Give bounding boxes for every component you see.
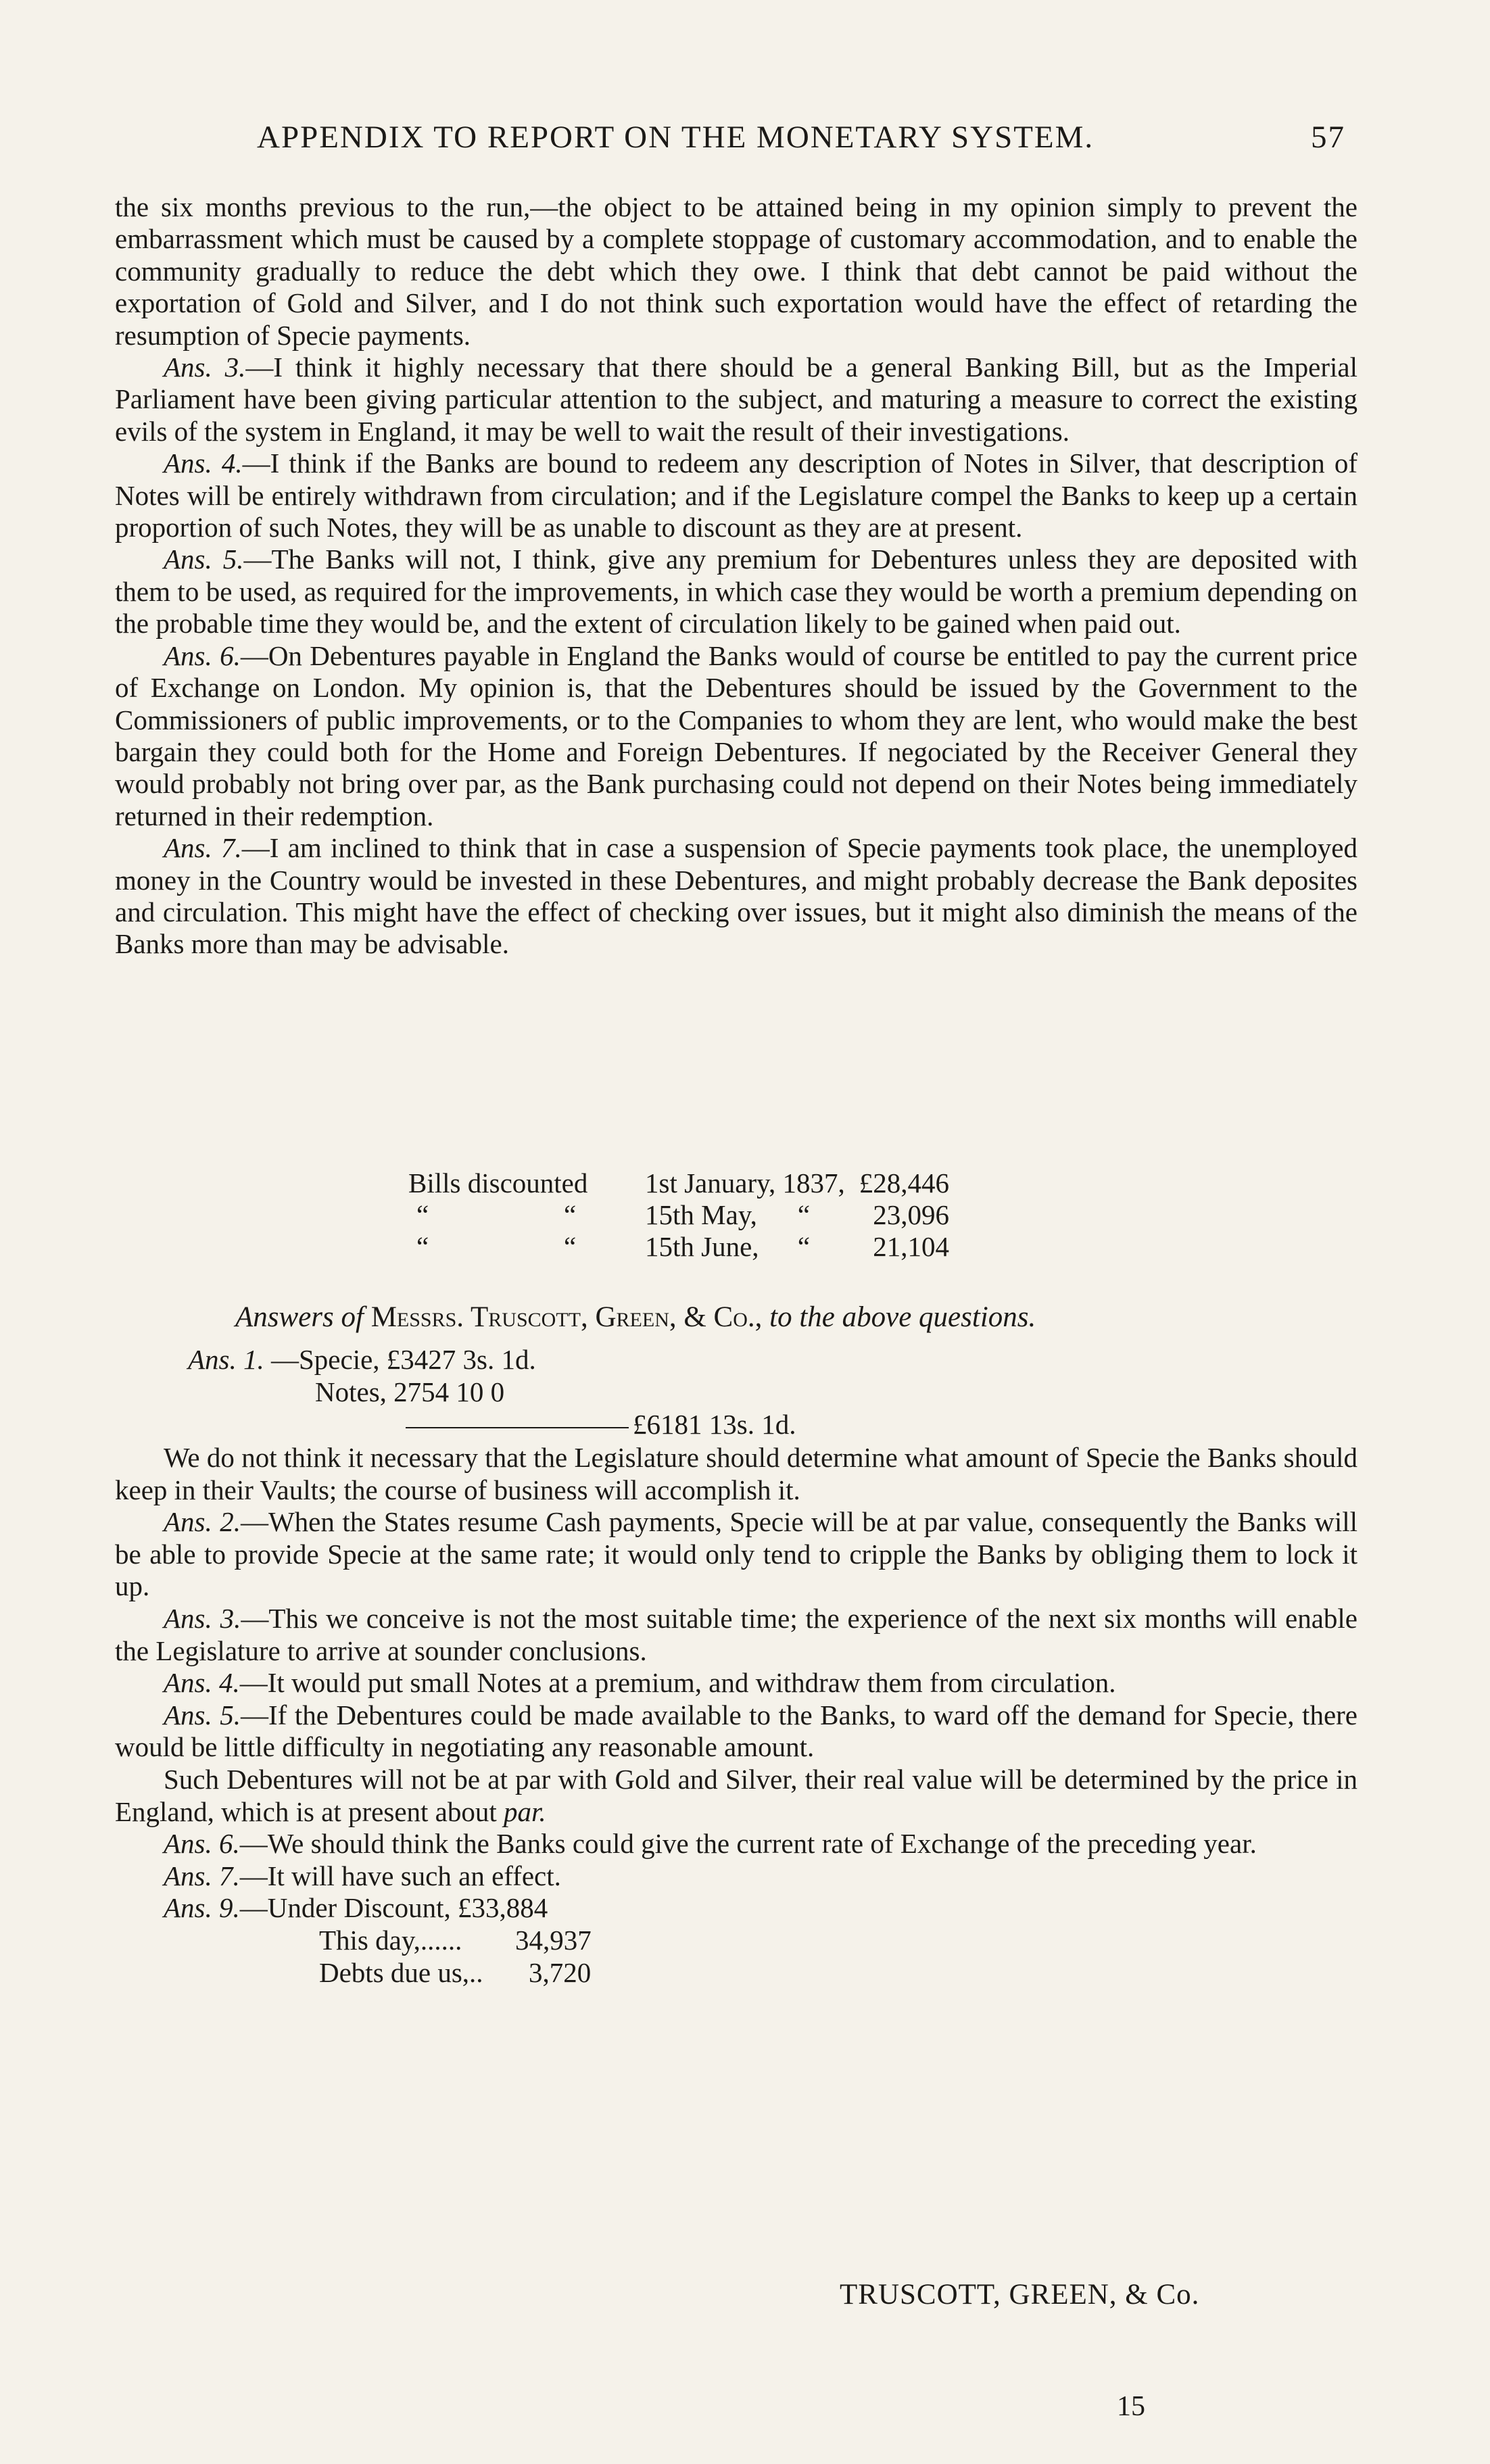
bills-amount: 21,104 bbox=[873, 1231, 949, 1262]
answer-6 bbox=[115, 1828, 1357, 1860]
answer-6 bbox=[115, 640, 1357, 832]
header-title: APPENDIX TO REPORT ON THE MONETARY SYSTEM. bbox=[257, 120, 1095, 155]
answer-text: —When the States resume Cash payments, Specie will be at par value, consequently the Banks will be able to provide Specie at the same rate; it would only tend to cripple the Banks by obliging them to lock it up. bbox=[115, 1506, 1357, 1602]
paragraph-legislature: We do not think it necessary that the Legislature should determine what amount of Specie the Banks should keep in their Vaults; the course of business will accomplish it. bbox=[115, 1442, 1357, 1505]
answer-text: —I am inclined to think that in case a suspension of Specie payments took place, the unemployed money in the Country would be invested in these Debentures, and might probably decrease the Bank deposites and circulation. This might have the effect of checking over issues, but it might also diminish the means of the Banks more than may be advisable. bbox=[115, 832, 1357, 960]
bills-date: 15th May, bbox=[645, 1199, 757, 1230]
answer-text: —I think if the Banks are bound to redeem any description of Notes in Silver, that description of Notes will be entirely withdrawn from circulation; and if the Legislature compel the Banks to keep up a certain proportion of such Notes, they will be as unable to discount as they are at present. bbox=[115, 448, 1358, 543]
answer-label: Ans. 5. bbox=[164, 1699, 241, 1731]
ditto-mark: “ bbox=[416, 1231, 429, 1262]
bills-row bbox=[408, 1199, 949, 1231]
heading-firm-name: Messrs. Truscott, Green, & Co., bbox=[370, 1301, 763, 1333]
answer-4 bbox=[115, 1667, 1357, 1699]
ditto-mark bbox=[773, 1167, 834, 1199]
answer-label: Ans. 5. bbox=[164, 543, 244, 575]
this-day-label: This day,...... bbox=[319, 1925, 462, 1956]
answers-heading bbox=[235, 1301, 1036, 1334]
answers-section bbox=[115, 1344, 1357, 1994]
answer-3 bbox=[115, 1603, 1357, 1667]
bills-date: 15th June, bbox=[645, 1231, 759, 1262]
answer-label: Ans. 1. bbox=[188, 1344, 264, 1375]
signature-mark: 15 bbox=[1117, 2391, 1145, 2422]
bills-date: 1st January, 1837, bbox=[645, 1167, 845, 1199]
bills-label: Bills discounted bbox=[408, 1167, 588, 1199]
page-number: 57 bbox=[1311, 120, 1345, 155]
answer-text: —It would put small Notes at a premium, and withdraw them from circulation. bbox=[239, 1667, 1116, 1699]
answer-5 bbox=[115, 1699, 1357, 1764]
bills-amount: 23,096 bbox=[873, 1199, 949, 1230]
notes-line: Notes, 2754 10 0 bbox=[315, 1376, 505, 1407]
answer-text: —On Debentures payable in England the Banks would of course be entitled to pay the current price of Exchange on London. My opinion is, that the Debentures should be issued by the Government to the Commissioners of public improvements, or to the Companies to whom they are lent, who would make the best bargain they could both for the Home and Foreign Debentures. If negociated by the Receiver General they would probably not bring over par, as the Bank purchasing could not depend on their Notes being immediately returned in their redemption. bbox=[115, 639, 1357, 831]
answer-7 bbox=[115, 1860, 1357, 1893]
answer-text: —The Banks will not, I think, give any premium for Debentures unless they are deposited with them to be used, as required for the improvements, in which case they would be worth a premium depending on the probable time they would be, and the extent of circulation likely to be gained when paid out. bbox=[115, 543, 1357, 639]
answer-7 bbox=[115, 832, 1357, 961]
paragraph-text: Such Debentures will not be at par with Gold and Silver, their real value will be determined by the price in England, which is at present about bbox=[115, 1763, 1357, 1827]
bills-discounted-table bbox=[408, 1167, 949, 1263]
par-word: par. bbox=[504, 1795, 546, 1827]
ditto-mark: “ bbox=[564, 1199, 577, 1230]
answer-text: —It will have such an effect. bbox=[239, 1860, 561, 1891]
debts-due-label: Debts due us,.. bbox=[319, 1957, 483, 1989]
answer-text: —We should think the Banks could give the current rate of Exchange of the preceding year. bbox=[239, 1828, 1257, 1860]
ditto-mark: “ bbox=[797, 1231, 811, 1262]
ditto-mark: “ bbox=[416, 1199, 429, 1230]
answer-text: —If the Debentures could be made available to the Banks, to ward off the demand for Specie, there would be little difficulty in negotiating any reasonable amount. bbox=[115, 1699, 1358, 1763]
bills-amount: £28,446 bbox=[859, 1167, 949, 1199]
answer-2 bbox=[115, 1506, 1357, 1603]
debts-due-amount: 3,720 bbox=[529, 1957, 592, 1989]
bills-row bbox=[408, 1167, 949, 1199]
specie-line: —Specie, £3427 3s. 1d. bbox=[271, 1344, 536, 1375]
discount-summary bbox=[115, 1892, 1357, 1994]
sum-rule bbox=[406, 1427, 629, 1428]
answer-text: —This we conceive is not the most suitable time; the experience of the next six months will enable the Legislature to arrive at sounder conclusions. bbox=[115, 1602, 1358, 1666]
ditto-mark: “ bbox=[564, 1231, 577, 1262]
signature: TRUSCOTT, GREEN, & Co. bbox=[840, 2279, 1200, 2311]
answer-label: Ans. 6. bbox=[164, 1828, 240, 1860]
paragraph-continued: the six months previous to the run,—the object to be attained being in my opinion simply to prevent the embarrassment which must be caused by a complete stoppage of customary accommodation, and to enable the community gradually to reduce the debt which they owe. I think that debt cannot be paid without the exportation of Gold and Silver, and I do not think such exportation would have the effect of retarding the resumption of Specie payments. bbox=[115, 191, 1357, 351]
answer-label: Ans. 4. bbox=[164, 1667, 240, 1699]
specie-notes-summary bbox=[115, 1344, 1357, 1442]
answer-5 bbox=[115, 543, 1357, 639]
this-day-amount: 34,937 bbox=[515, 1925, 592, 1956]
letter-body bbox=[115, 191, 1357, 961]
heading-prefix: Answers of bbox=[235, 1301, 364, 1333]
running-header bbox=[257, 119, 1345, 155]
ditto-mark bbox=[564, 1167, 645, 1199]
answer-text: —I think it highly necessary that there should be a general Banking Bill, but as the Imperial Parliament have been giving particular attention to the subject, and maturing a measure to correct the existing evils of the system in England, it may be well to wait the result of their investigations. bbox=[115, 352, 1357, 447]
answer-3 bbox=[115, 352, 1357, 448]
answer-label: Ans. 3. bbox=[164, 352, 246, 383]
answer-4 bbox=[115, 448, 1357, 543]
answer-label: Ans. 7. bbox=[164, 1860, 240, 1891]
bills-row bbox=[408, 1231, 949, 1263]
answer-label: Ans. 3. bbox=[164, 1602, 241, 1634]
answer-label: Ans. 4. bbox=[164, 448, 243, 479]
answer-label: Ans. 9. bbox=[164, 1892, 240, 1924]
total-line: £6181 13s. 1d. bbox=[633, 1409, 796, 1440]
under-discount: —Under Discount, £33,884 bbox=[239, 1892, 548, 1924]
answer-label: Ans. 6. bbox=[164, 639, 241, 671]
ditto-mark: “ bbox=[797, 1199, 811, 1230]
answer-label: Ans. 7. bbox=[164, 832, 242, 864]
answer-label: Ans. 2. bbox=[164, 1506, 241, 1538]
heading-suffix: to the above questions. bbox=[769, 1301, 1036, 1333]
paragraph-debentures bbox=[115, 1764, 1357, 1828]
